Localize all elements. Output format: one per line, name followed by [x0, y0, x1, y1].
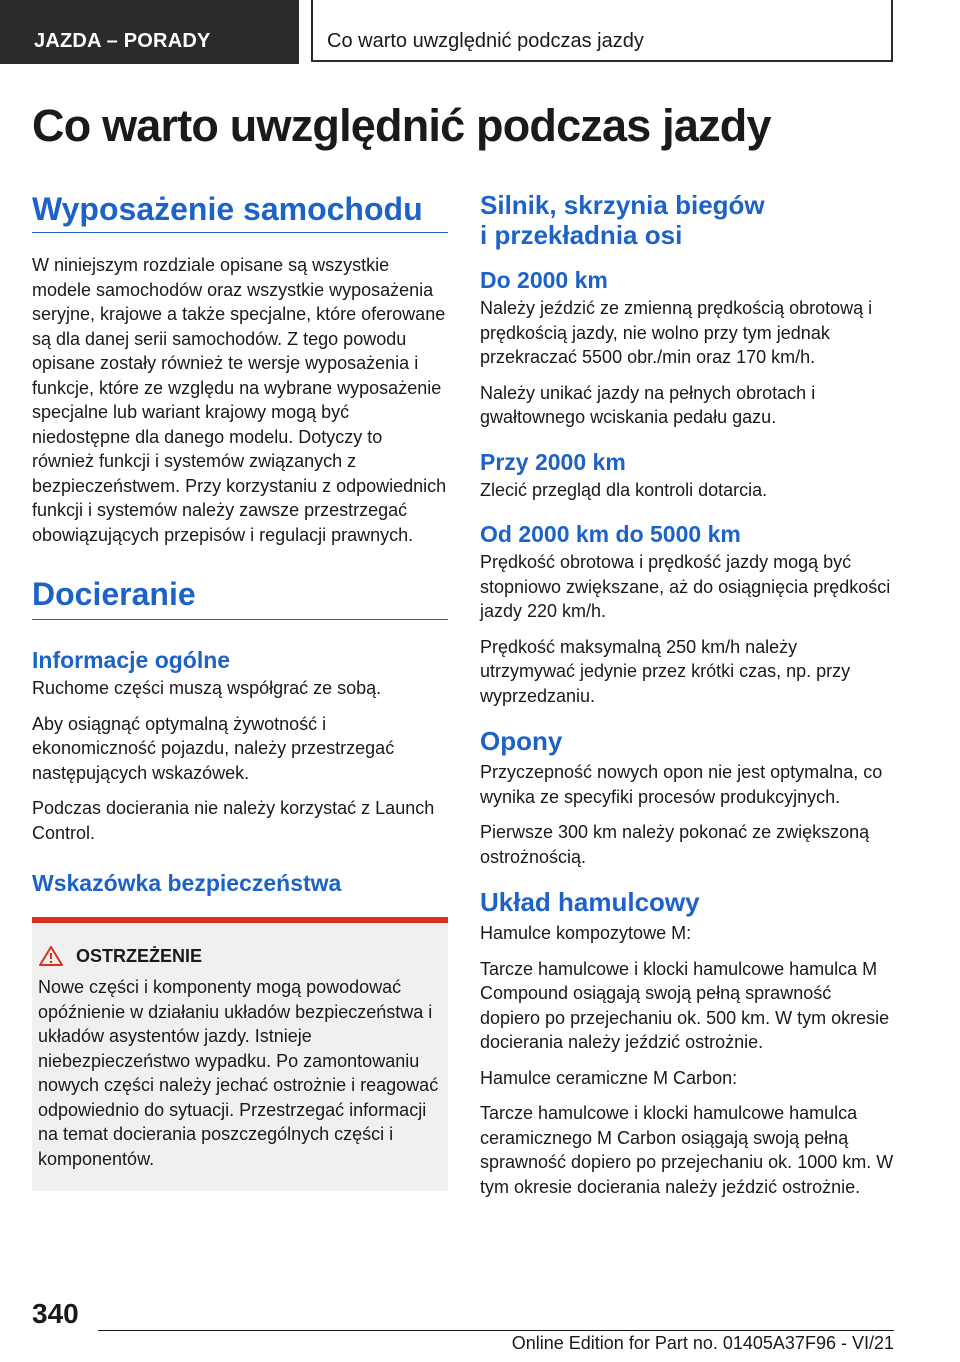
tires-p2: Pierwsze 300 km należy pokonać ze zwiększoną ostrożnością. [480, 822, 870, 867]
heading-at-2000: Przy 2000 km [480, 448, 626, 475]
warning-box [32, 917, 448, 1191]
header-chapter-label: Co warto uwzględnić podczas jazdy [327, 30, 644, 52]
footer-rule [98, 1330, 894, 1331]
from2000-p1: Prędkość obrotowa i prędkość jazdy mogą być stopniowo zwiększane, aż do osiągnięcia prędkości jazdy 220 km/h. [480, 552, 891, 621]
header-section-label: JAZDA – PORADY [34, 30, 211, 52]
warning-title-row [38, 945, 440, 967]
warning-title: OSTRZEŻENIE [76, 945, 203, 966]
heading-tires: Opony [480, 726, 563, 756]
upto2000-p2: Należy unikać jazdy na pełnych obrotach i gwałtownego wciskania pedału gazu. [480, 382, 816, 427]
heading-engine-line2: i przekładnia osi [480, 220, 683, 250]
brakes-p2: Tarcze hamulcowe i klocki hamulcowe hamulca M Compound osiągają swoją pełną sprawność dopiero po przejechaniu ok. 500 km. W tym okresie docierania należy jeździć ostrożnie. [480, 958, 890, 1052]
header-chapter-tab [311, 0, 893, 62]
breakin-p3: Podczas docierania nie należy korzystać z Launch Control. [32, 798, 435, 843]
breakin-p2: Aby osiągnąć optymalną żywotność i ekonomiczność pojazdu, należy przestrzegać następujących wskazówek. [32, 713, 395, 783]
heading-from-2000: Od 2000 km do 5000 km [480, 521, 741, 547]
warning-text: Nowe części i komponenty mogą powodować opóźnienie w działaniu układów bezpieczeństwa i układów asystentów jazdy. Istnieje niebezpieczeństwo wypadku. Po zamontowaniu nowych części należy jechać ostrożnie i reagować odpowiednio do sytuacji. Przestrzegać informacji na temat docierania poszczególnych części i komponentów. [38, 977, 439, 1169]
brakes-p1: Hamulce kompozytowe M: [480, 923, 692, 943]
heading-upto-2000: Do 2000 km [480, 267, 608, 293]
header-section-tab [0, 0, 299, 64]
breakin-p1: Ruchome części muszą współgrać ze sobą. [32, 678, 382, 698]
at2000-p1: Zlecić przegląd dla kontroli dotarcia. [480, 479, 768, 500]
tires-p1: Przyczepność nowych opon nie jest optymalna, co wynika ze specyfiki procesów produkcyjnych. [480, 762, 883, 807]
warning-triangle-icon [38, 945, 64, 967]
right-column [480, 190, 896, 1199]
heading-engine-line1: Silnik, skrzynia biegów [480, 190, 765, 220]
upto2000-p1: Należy jeździć ze zmienną prędkością obrotową i prędkością jazdy, nie wolno przy tym jednak przekraczać 5500 obr./min oraz 170 km/h. [480, 298, 873, 367]
heading-breakin: Docieranie [32, 575, 448, 620]
brakes-p4: Tarcze hamulcowe i klocki hamulcowe hamulca ceramicznego M Carbon osiągają swoją pełną sprawność dopiero po przejechaniu ok. 1000 km. W tym okresie docierania należy jeździć ostrożnie. [480, 1103, 894, 1197]
equipment-text: W niniejszym rozdziale opisane są wszystkie modele samochodów oraz wszystkie wyposażenia seryjne, krajowe a także specjalne, które oferowane są dla danej serii samochodów. Z tego powodu opisane zostały również te wersje wyposażenia i funkcje, które ze względu na wybrane wyposażenie specjalne lub wariant krajowy mogą być niedostępne dla danego modelu. Dotyczy to również funkcji i systemów związanych z bezpieczeństwem. Przy korzystaniu z odpowiednich funkcji i systemów należy zawsze przestrzegać obowiązujących przepisów i regulacji prawnych. [32, 255, 447, 545]
heading-brakes: Układ hamulcowy [480, 887, 700, 917]
heading-engine [480, 190, 896, 250]
from2000-p2: Prędkość maksymalną 250 km/h należy utrzymywać jedynie przez krótki czas, np. przy wyprzedzaniu. [480, 636, 851, 706]
left-column [32, 190, 448, 1191]
footer-edition: Online Edition for Part no. 01405A37F96 - VI/21 [511, 1333, 894, 1353]
page-number: 340 [32, 1298, 79, 1329]
brakes-p3: Hamulce ceramiczne M Carbon: [480, 1067, 738, 1088]
heading-equipment: Wyposażenie samochodu [32, 190, 448, 233]
page-title: Co warto uwzględnić podczas jazdy [32, 100, 771, 151]
heading-safety-note: Wskazówka bezpieczeństwa [32, 870, 342, 896]
heading-general-info: Informacje ogólne [32, 647, 231, 673]
